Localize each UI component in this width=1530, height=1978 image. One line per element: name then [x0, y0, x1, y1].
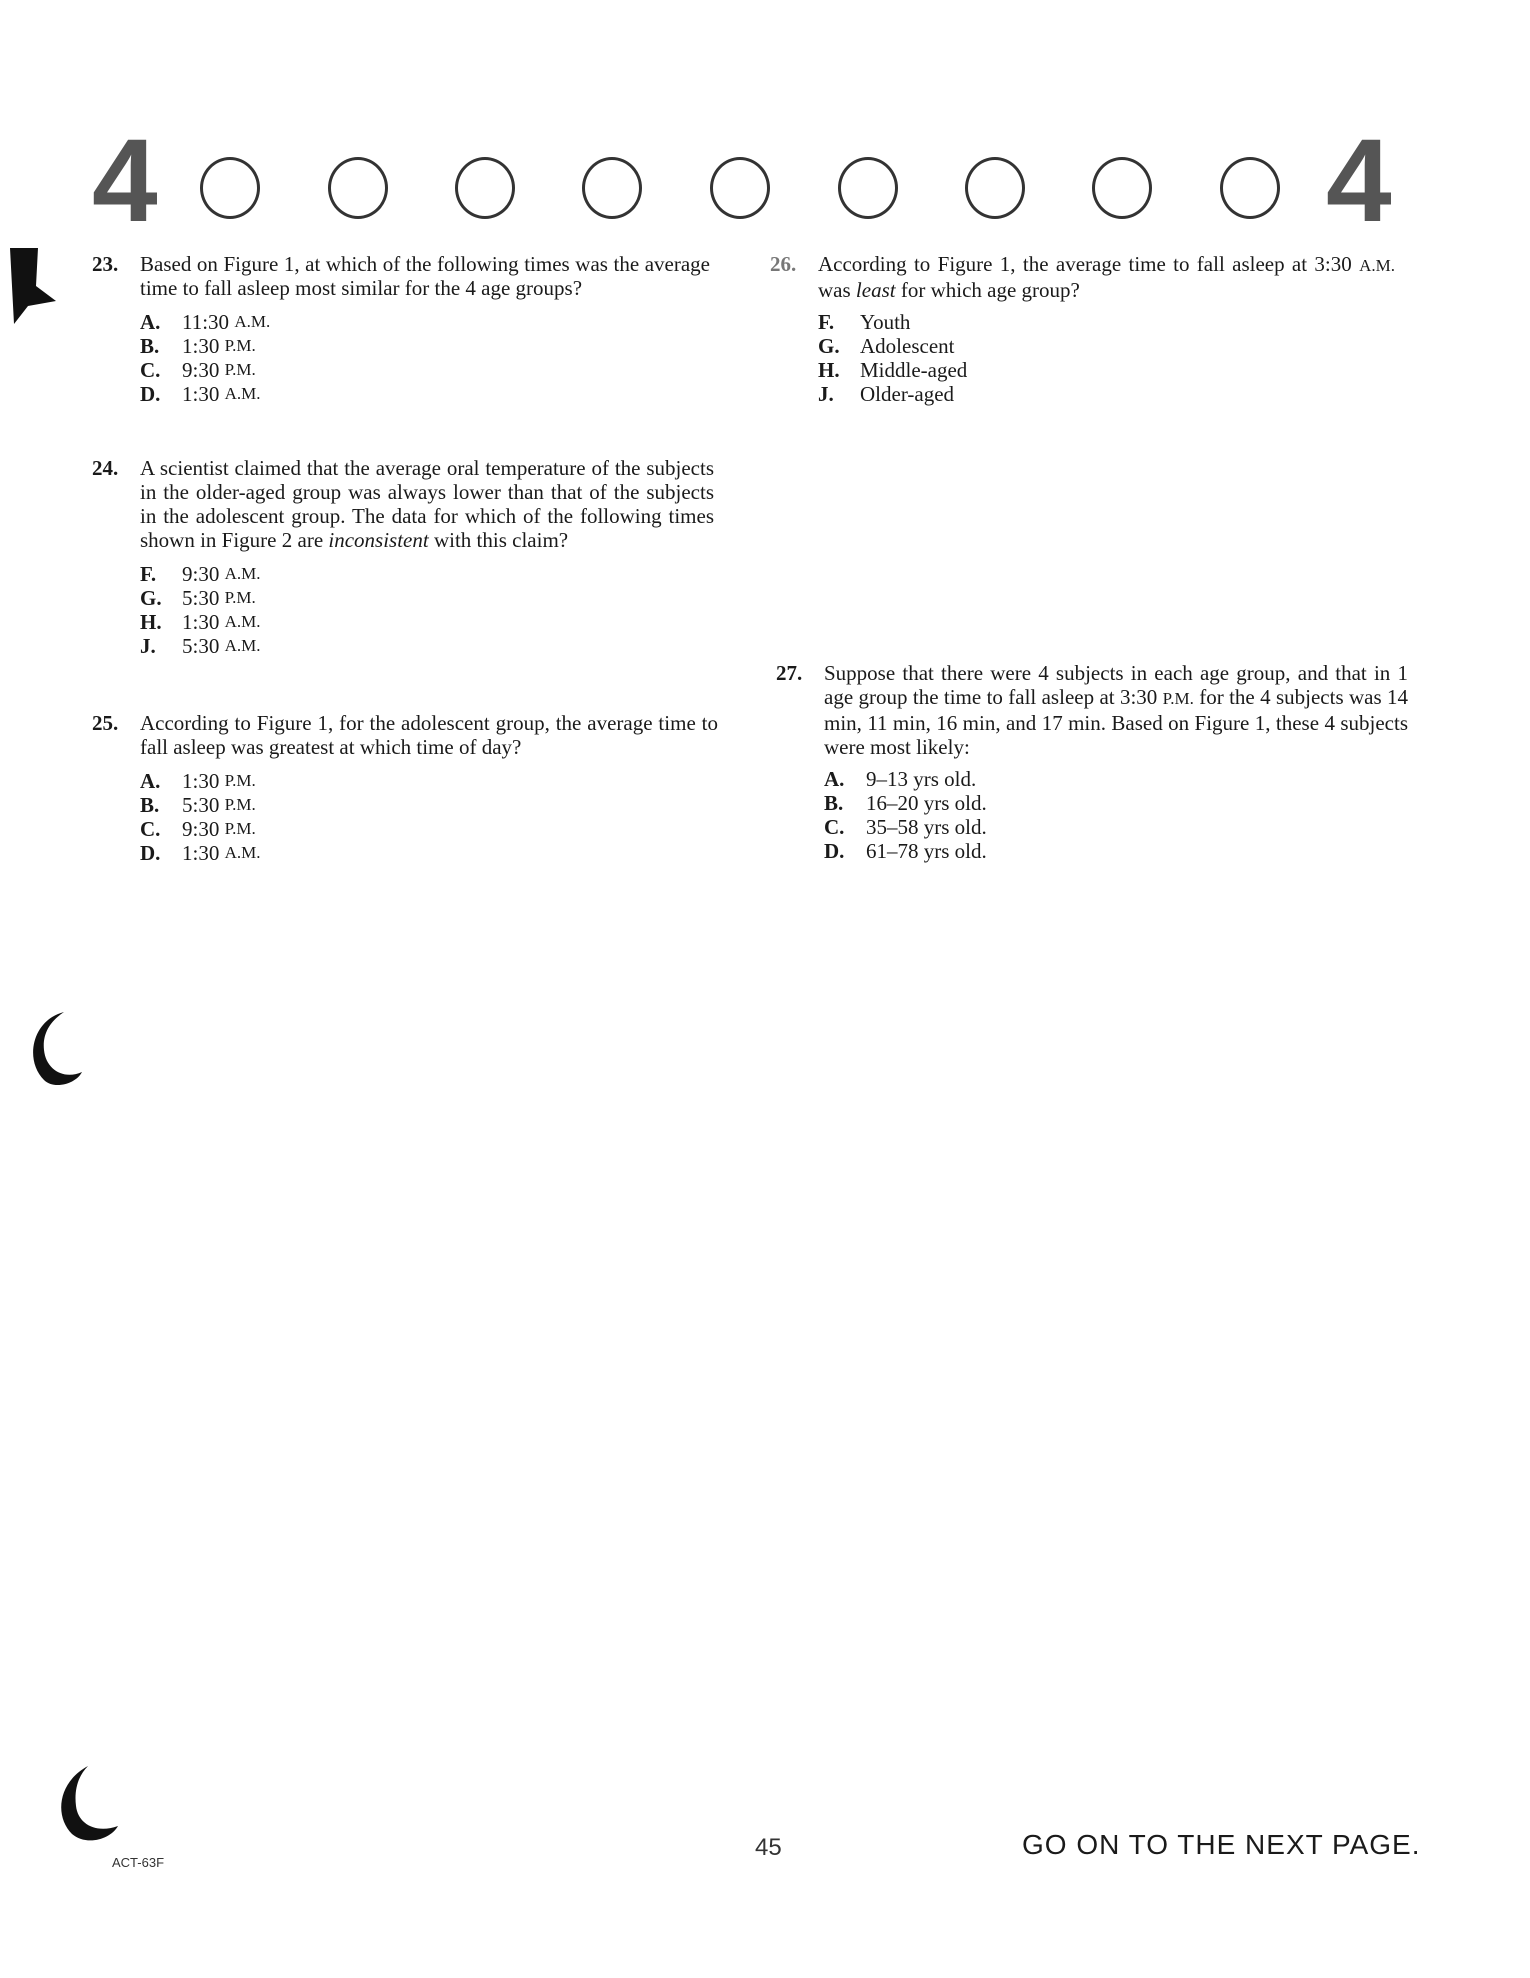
header-circle-5: [710, 157, 770, 219]
option-time: 9:30: [182, 358, 220, 382]
stem-emphasis: inconsistent: [328, 528, 429, 552]
question-stem: Based on Figure 1, at which of the following times was the average time to fall asleep most similar for the 4 age groups?: [140, 252, 710, 300]
header-circle-7: [965, 157, 1025, 219]
option-letter: H.: [818, 358, 840, 382]
option-time: 5:30: [182, 793, 220, 817]
option-suffix: P.M.: [224, 588, 256, 607]
answer-option[interactable]: [140, 817, 718, 841]
answer-option[interactable]: [818, 334, 1395, 358]
page-number: 45: [755, 1834, 782, 1861]
option-time: 11:30: [182, 310, 230, 334]
option-time: 5:30: [182, 634, 220, 658]
option-letter: B.: [824, 791, 844, 815]
binding-mark-top-icon: [8, 246, 58, 326]
answer-option[interactable]: [140, 610, 714, 634]
option-time: 1:30: [182, 841, 220, 865]
stem-text: Suppose that there were 4 subjects in each age group, and that in 1 age group the time to fall asleep at 3:30: [824, 661, 1408, 709]
answer-option[interactable]: [140, 586, 714, 610]
option-letter: B.: [140, 793, 160, 817]
answer-option[interactable]: [818, 358, 1395, 382]
question-stem: According to Figure 1, for the adolescent group, the average time to fall asleep was greatest at which time of day?: [140, 711, 718, 759]
crescent-mark-middle-icon: [24, 1010, 84, 1090]
answer-options: [140, 562, 714, 658]
header-circle-4: [582, 157, 642, 219]
question-number: 24.: [92, 456, 119, 480]
answer-options: [140, 769, 718, 865]
option-text: Middle-aged: [860, 358, 968, 382]
question-number: 26.: [770, 252, 797, 276]
answer-option[interactable]: [140, 562, 714, 586]
section-number-left: 4: [92, 115, 158, 247]
option-time: 1:30: [182, 610, 220, 634]
option-letter: C.: [140, 817, 161, 841]
option-time: 1:30: [182, 334, 220, 358]
stem-text: for the 4 subjects was 14 min, 11 min, 16 min, and 17 min. Based on Figure 1, these 4 subjects were most likely:: [824, 685, 1408, 759]
option-letter: D.: [140, 382, 161, 406]
section-number-right: 4: [1326, 115, 1392, 247]
option-suffix: P.M.: [224, 795, 256, 814]
question-stem: [824, 661, 1408, 759]
option-letter: F.: [818, 310, 835, 334]
answer-option[interactable]: [140, 382, 710, 406]
answer-option[interactable]: [140, 769, 718, 793]
next-page-instruction: GO ON TO THE NEXT PAGE.: [1022, 1829, 1421, 1860]
answer-option[interactable]: [140, 358, 710, 382]
question-26: [770, 252, 1395, 406]
option-text: Adolescent: [860, 334, 955, 358]
option-suffix: P.M.: [224, 336, 256, 355]
option-time: 5:30: [182, 586, 220, 610]
answer-option[interactable]: [824, 767, 1408, 791]
answer-option[interactable]: [140, 310, 710, 334]
option-suffix: A.M.: [224, 843, 261, 862]
header-circle-1: [200, 157, 260, 219]
answer-option[interactable]: [140, 634, 714, 658]
option-text: 16–20 yrs old.: [866, 791, 987, 815]
option-text: Youth: [860, 310, 911, 334]
option-letter: J.: [140, 634, 156, 658]
option-letter: H.: [140, 610, 162, 634]
answer-option[interactable]: [140, 841, 718, 865]
header-circle-3: [455, 157, 515, 219]
stem-text: with this claim?: [428, 528, 569, 552]
option-suffix: A.M.: [224, 564, 261, 583]
answer-option[interactable]: [140, 334, 710, 358]
answer-option[interactable]: [140, 793, 718, 817]
option-letter: B.: [140, 334, 160, 358]
answer-option[interactable]: [824, 839, 1408, 863]
question-23: [92, 252, 710, 406]
option-letter: F.: [140, 562, 157, 586]
option-suffix: P.M.: [224, 771, 256, 790]
option-letter: A.: [140, 769, 161, 793]
header-circle-2: [328, 157, 388, 219]
option-text: Older-aged: [860, 382, 955, 406]
stem-small-caps: A.M.: [1359, 256, 1395, 275]
option-suffix: P.M.: [224, 360, 256, 379]
crescent-mark-bottom-icon: [52, 1764, 122, 1844]
answer-options: [818, 310, 1395, 406]
option-suffix: P.M.: [224, 819, 256, 838]
stem-text: According to Figure 1, the average time to fall asleep at 3:30: [818, 252, 1360, 276]
question-27: [776, 661, 1408, 863]
question-number: 27.: [776, 661, 803, 685]
stem-small-caps: P.M.: [1162, 689, 1194, 708]
option-time: 1:30: [182, 382, 220, 406]
question-stem: [818, 252, 1395, 302]
option-letter: A.: [824, 767, 845, 791]
option-text: 61–78 yrs old.: [866, 839, 987, 863]
question-25: [92, 711, 718, 865]
header-circle-8: [1092, 157, 1152, 219]
header-circle-9: [1220, 157, 1280, 219]
answer-option[interactable]: [824, 791, 1408, 815]
answer-option[interactable]: [824, 815, 1408, 839]
option-text: 9–13 yrs old.: [866, 767, 977, 791]
header-circle-6: [838, 157, 898, 219]
option-letter: D.: [824, 839, 845, 863]
answer-option[interactable]: [818, 382, 1395, 406]
form-code: ACT-63F: [112, 1855, 165, 1870]
answer-options: [140, 310, 710, 406]
option-suffix: A.M.: [224, 612, 261, 631]
option-letter: G.: [818, 334, 840, 358]
answer-option[interactable]: [818, 310, 1395, 334]
question-24: [92, 456, 714, 658]
stem-text: A scientist claimed that the average oral temperature of the subjects in the older-aged group was always lower than that of the subjects in the adolescent group. The data for which of the following times shown in Figure 2 are: [140, 456, 714, 552]
question-number: 23.: [92, 252, 119, 276]
option-suffix: A.M.: [234, 312, 271, 331]
option-suffix: A.M.: [224, 636, 261, 655]
option-letter: C.: [824, 815, 845, 839]
option-letter: J.: [818, 382, 834, 406]
option-text: 35–58 yrs old.: [866, 815, 987, 839]
question-stem: [140, 456, 714, 552]
stem-text: for which age group?: [895, 278, 1080, 302]
question-number: 25.: [92, 711, 119, 735]
option-suffix: A.M.: [224, 384, 261, 403]
option-time: 1:30: [182, 769, 220, 793]
option-letter: G.: [140, 586, 162, 610]
stem-text: was: [818, 278, 856, 302]
option-letter: C.: [140, 358, 161, 382]
option-letter: D.: [140, 841, 161, 865]
answer-options: [824, 767, 1408, 863]
option-letter: A.: [140, 310, 161, 334]
stem-emphasis: least: [855, 278, 896, 302]
option-time: 9:30: [182, 817, 220, 841]
option-time: 9:30: [182, 562, 220, 586]
